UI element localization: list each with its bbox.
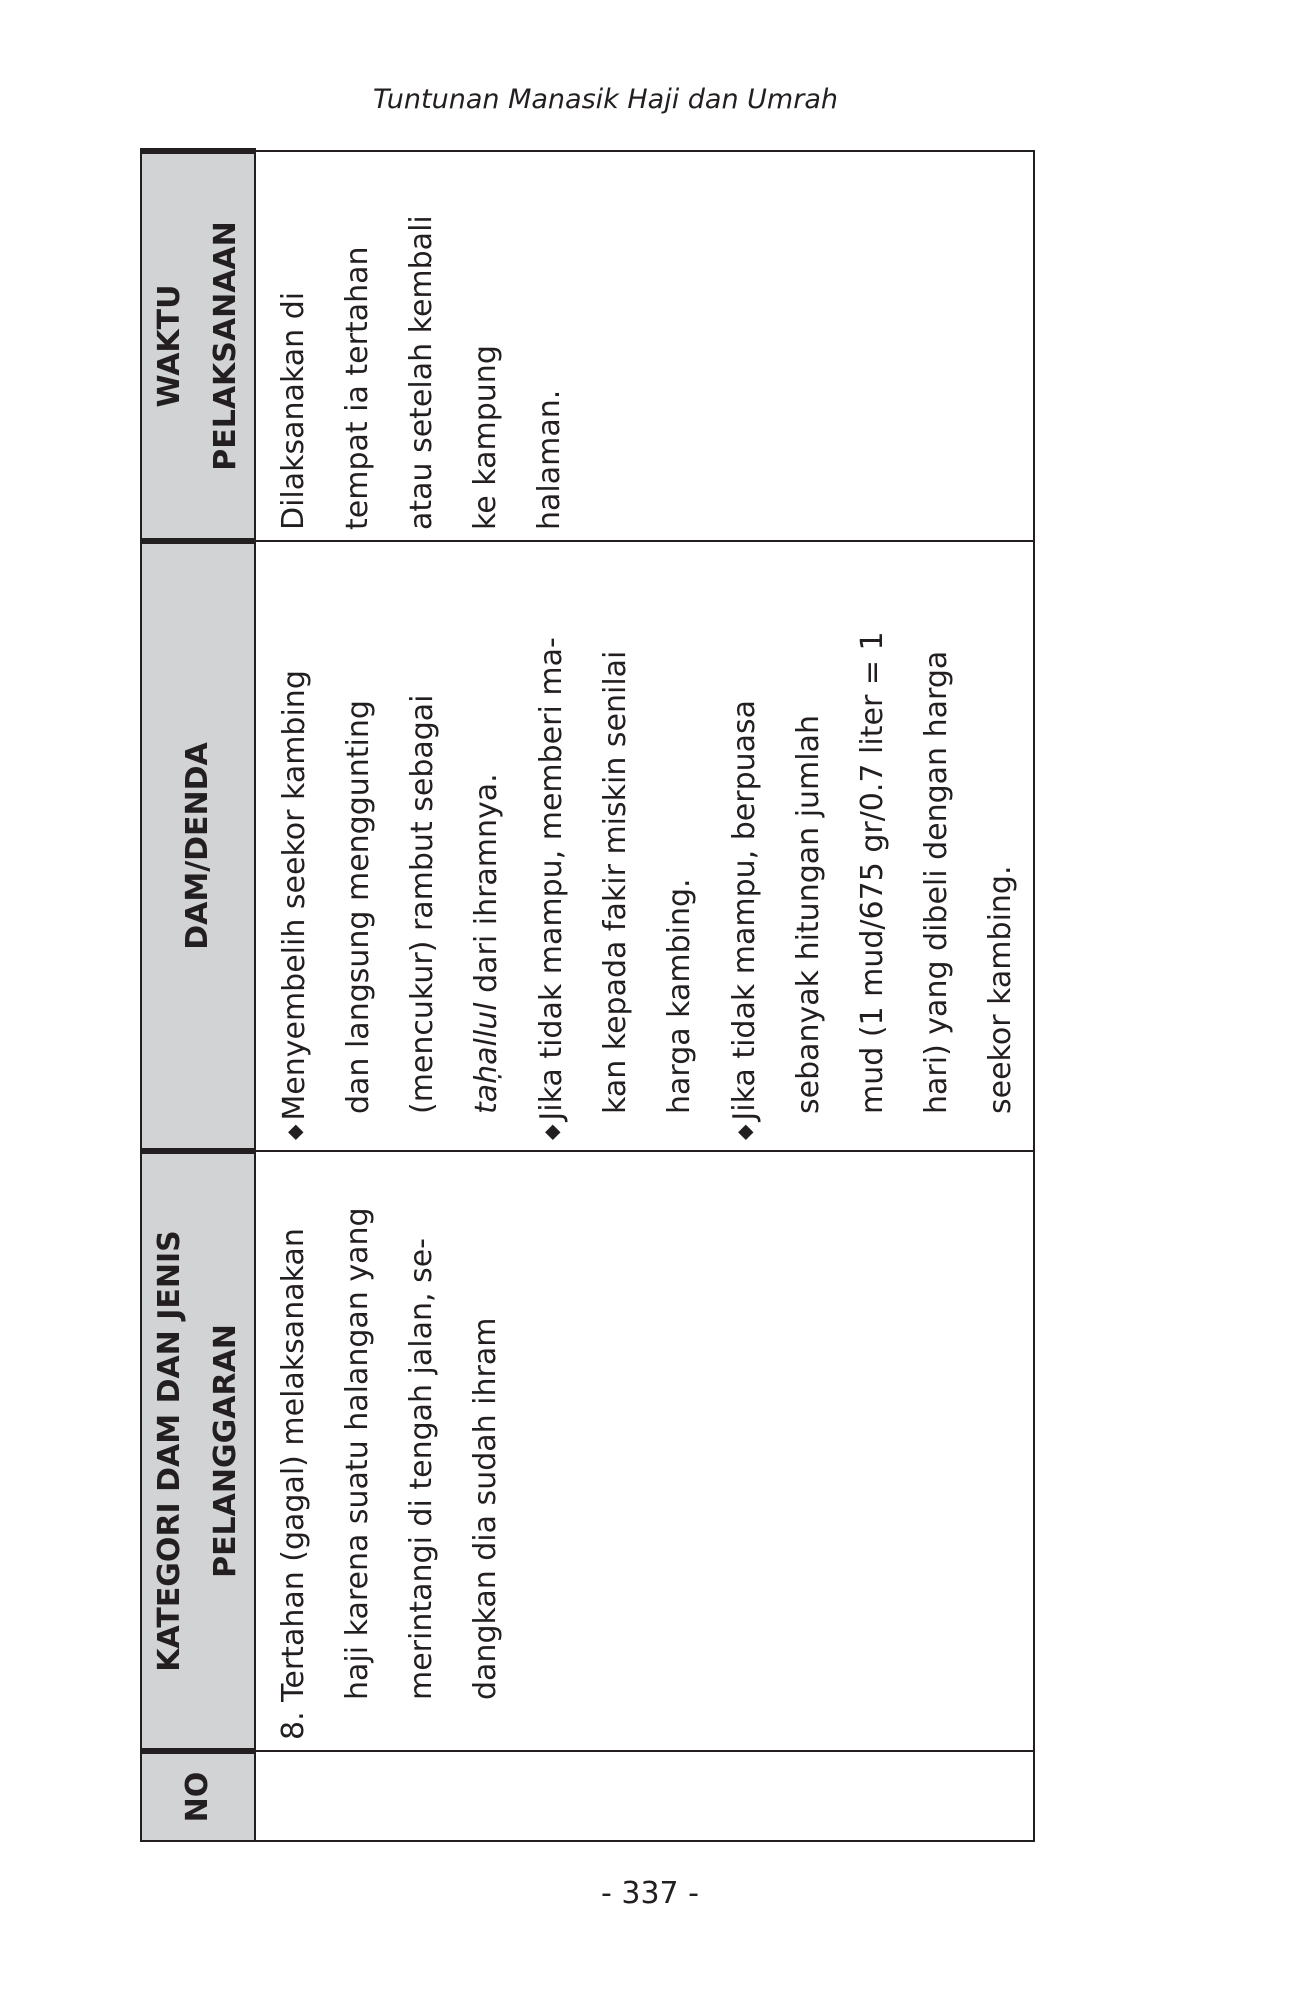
dam-line: kan kepada fakir miskin senilai: [598, 650, 633, 1114]
cell-waktu: [255, 151, 1034, 541]
dam-line: Menyembelih seekor kambing: [277, 670, 312, 1121]
dam-line: [455, 552, 519, 1140]
waktu-line: atau setelah kembali: [404, 215, 439, 530]
dam-item-3: [712, 552, 777, 1140]
diamond-bullet-icon: ◆: [732, 1124, 756, 1140]
dam-line: harga kambing.: [662, 878, 697, 1114]
kategori-line: merintangi di tengah jalan, se-: [404, 1238, 439, 1700]
kategori-line: 8. Tertahan (gagal) melaksanakan: [276, 1228, 311, 1740]
header-kategori-line: KATEGORI DAM DAN JENIS: [152, 1230, 187, 1672]
dam-table-container: [140, 152, 1018, 1842]
header-kategori: [141, 1151, 255, 1751]
dam-line: (mencukur) rambut sebagai: [405, 694, 440, 1114]
kategori-line: dangkan dia sudah ihram: [468, 1317, 503, 1700]
kategori-line: haji karena suatu halangan yang: [340, 1207, 375, 1700]
dam-line: sebanyak hitungan jumlah: [791, 715, 826, 1114]
table-header-row: [141, 151, 255, 1841]
cell-kategori: [255, 1151, 1034, 1751]
diamond-bullet-icon: ◆: [282, 1124, 306, 1140]
dam-line: seekor kambing.: [983, 865, 1018, 1114]
dam-table: [140, 148, 1035, 1842]
waktu-line: Dilaksanakan di: [276, 291, 311, 530]
dam-line: dan langsung menggunting: [341, 700, 376, 1114]
header-dam: [141, 541, 255, 1151]
waktu-line: halaman.: [532, 389, 567, 530]
header-waktu-line: WAKTU: [152, 284, 187, 408]
rotated-table-wrapper: [140, 152, 1018, 1842]
dam-line: Jika tidak mampu, memberi ma-: [534, 637, 569, 1121]
waktu-line: tempat ia tertahan: [340, 246, 375, 530]
dam-item-2: [519, 552, 584, 1140]
table-row: [255, 151, 1034, 1841]
cell-no: [255, 1751, 1034, 1841]
dam-line-rest: dari ihramnya.: [469, 773, 504, 1003]
page-number: - 337 -: [601, 1876, 699, 1911]
cell-dam: [255, 541, 1034, 1151]
waktu-line: ke kampung: [468, 345, 503, 530]
header-kategori-line: PELANGGARAN: [208, 1324, 243, 1578]
header-no-label: NO: [180, 1771, 215, 1823]
dam-line: mud (1 mud/675 gr/0.7 liter = 1: [855, 631, 890, 1114]
running-header: Tuntunan Manasik Haji dan Umrah: [373, 84, 838, 115]
header-no: [141, 1751, 255, 1841]
header-waktu-line: PELAKSANAAN: [208, 221, 243, 471]
header-dam-label: DAM/DENDA: [180, 742, 215, 950]
header-waktu: [141, 151, 255, 541]
tahallul-term: taḥallul: [469, 1002, 504, 1114]
diamond-bullet-icon: ◆: [539, 1124, 563, 1140]
dam-line: hari) yang dibeli dengan harga: [919, 650, 954, 1114]
dam-item-1: [262, 552, 327, 1140]
dam-line: Jika tidak mampu, berpuasa: [727, 699, 762, 1121]
